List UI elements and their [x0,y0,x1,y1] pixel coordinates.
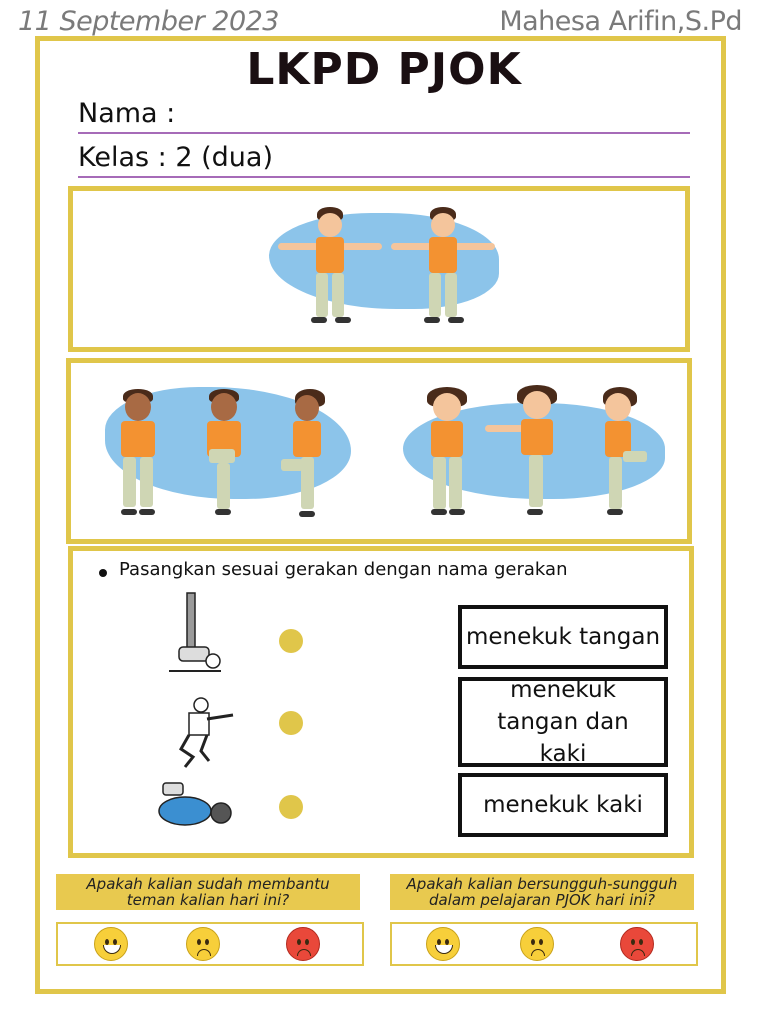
reflection-question-1: Apakah kalian sudah membantu teman kalian hari ini? [56,874,360,910]
teacher-name: Mahesa Arifin,S.Pd [499,6,742,37]
reflection-answer-row-1 [56,922,364,966]
answer-label: menekuk tangan [465,623,661,650]
match-dot-1[interactable] [279,629,303,653]
bullet-point [99,569,107,577]
answer-box-menekuk-tangan-dan-kaki[interactable] [458,677,668,767]
illustration-leg-exercises [66,358,692,544]
match-dot-3[interactable] [279,795,303,819]
happy-face-icon[interactable] [94,927,128,961]
angry-face-icon[interactable] [620,927,654,961]
match-dot-2[interactable] [279,711,303,735]
instruction-text: Pasangkan sesuai gerakan dengan nama gerakan [119,559,568,580]
answer-box-menekuk-tangan[interactable] [458,605,668,669]
sad-face-icon[interactable] [186,927,220,961]
reflection-answer-row-2 [390,922,698,966]
answer-label: menekuk kaki [483,791,643,818]
kelas-label: Kelas : 2 (dua) [78,142,273,173]
jumping-figure [167,695,239,771]
nama-field[interactable] [78,98,690,134]
candle-pose-figure [165,589,225,679]
reflection-question-2: Apakah kalian bersungguh-sungguh dalam pelajaran PJOK hari ini? [390,874,694,910]
page-title: LKPD PJOK [246,44,522,95]
knees-to-chest-figure [155,777,237,835]
angry-face-icon[interactable] [286,927,320,961]
kelas-field [78,142,690,178]
answer-box-menekuk-kaki[interactable] [458,773,668,837]
answer-label: menekuk tangan dan kaki [497,676,629,768]
happy-face-icon[interactable] [426,927,460,961]
sad-face-icon[interactable] [520,927,554,961]
matching-exercise [68,546,694,858]
illustration-arm-circles [68,186,690,352]
worksheet-date: 11 September 2023 [18,6,279,37]
background-blob [269,213,499,309]
nama-label: Nama : [78,98,176,129]
